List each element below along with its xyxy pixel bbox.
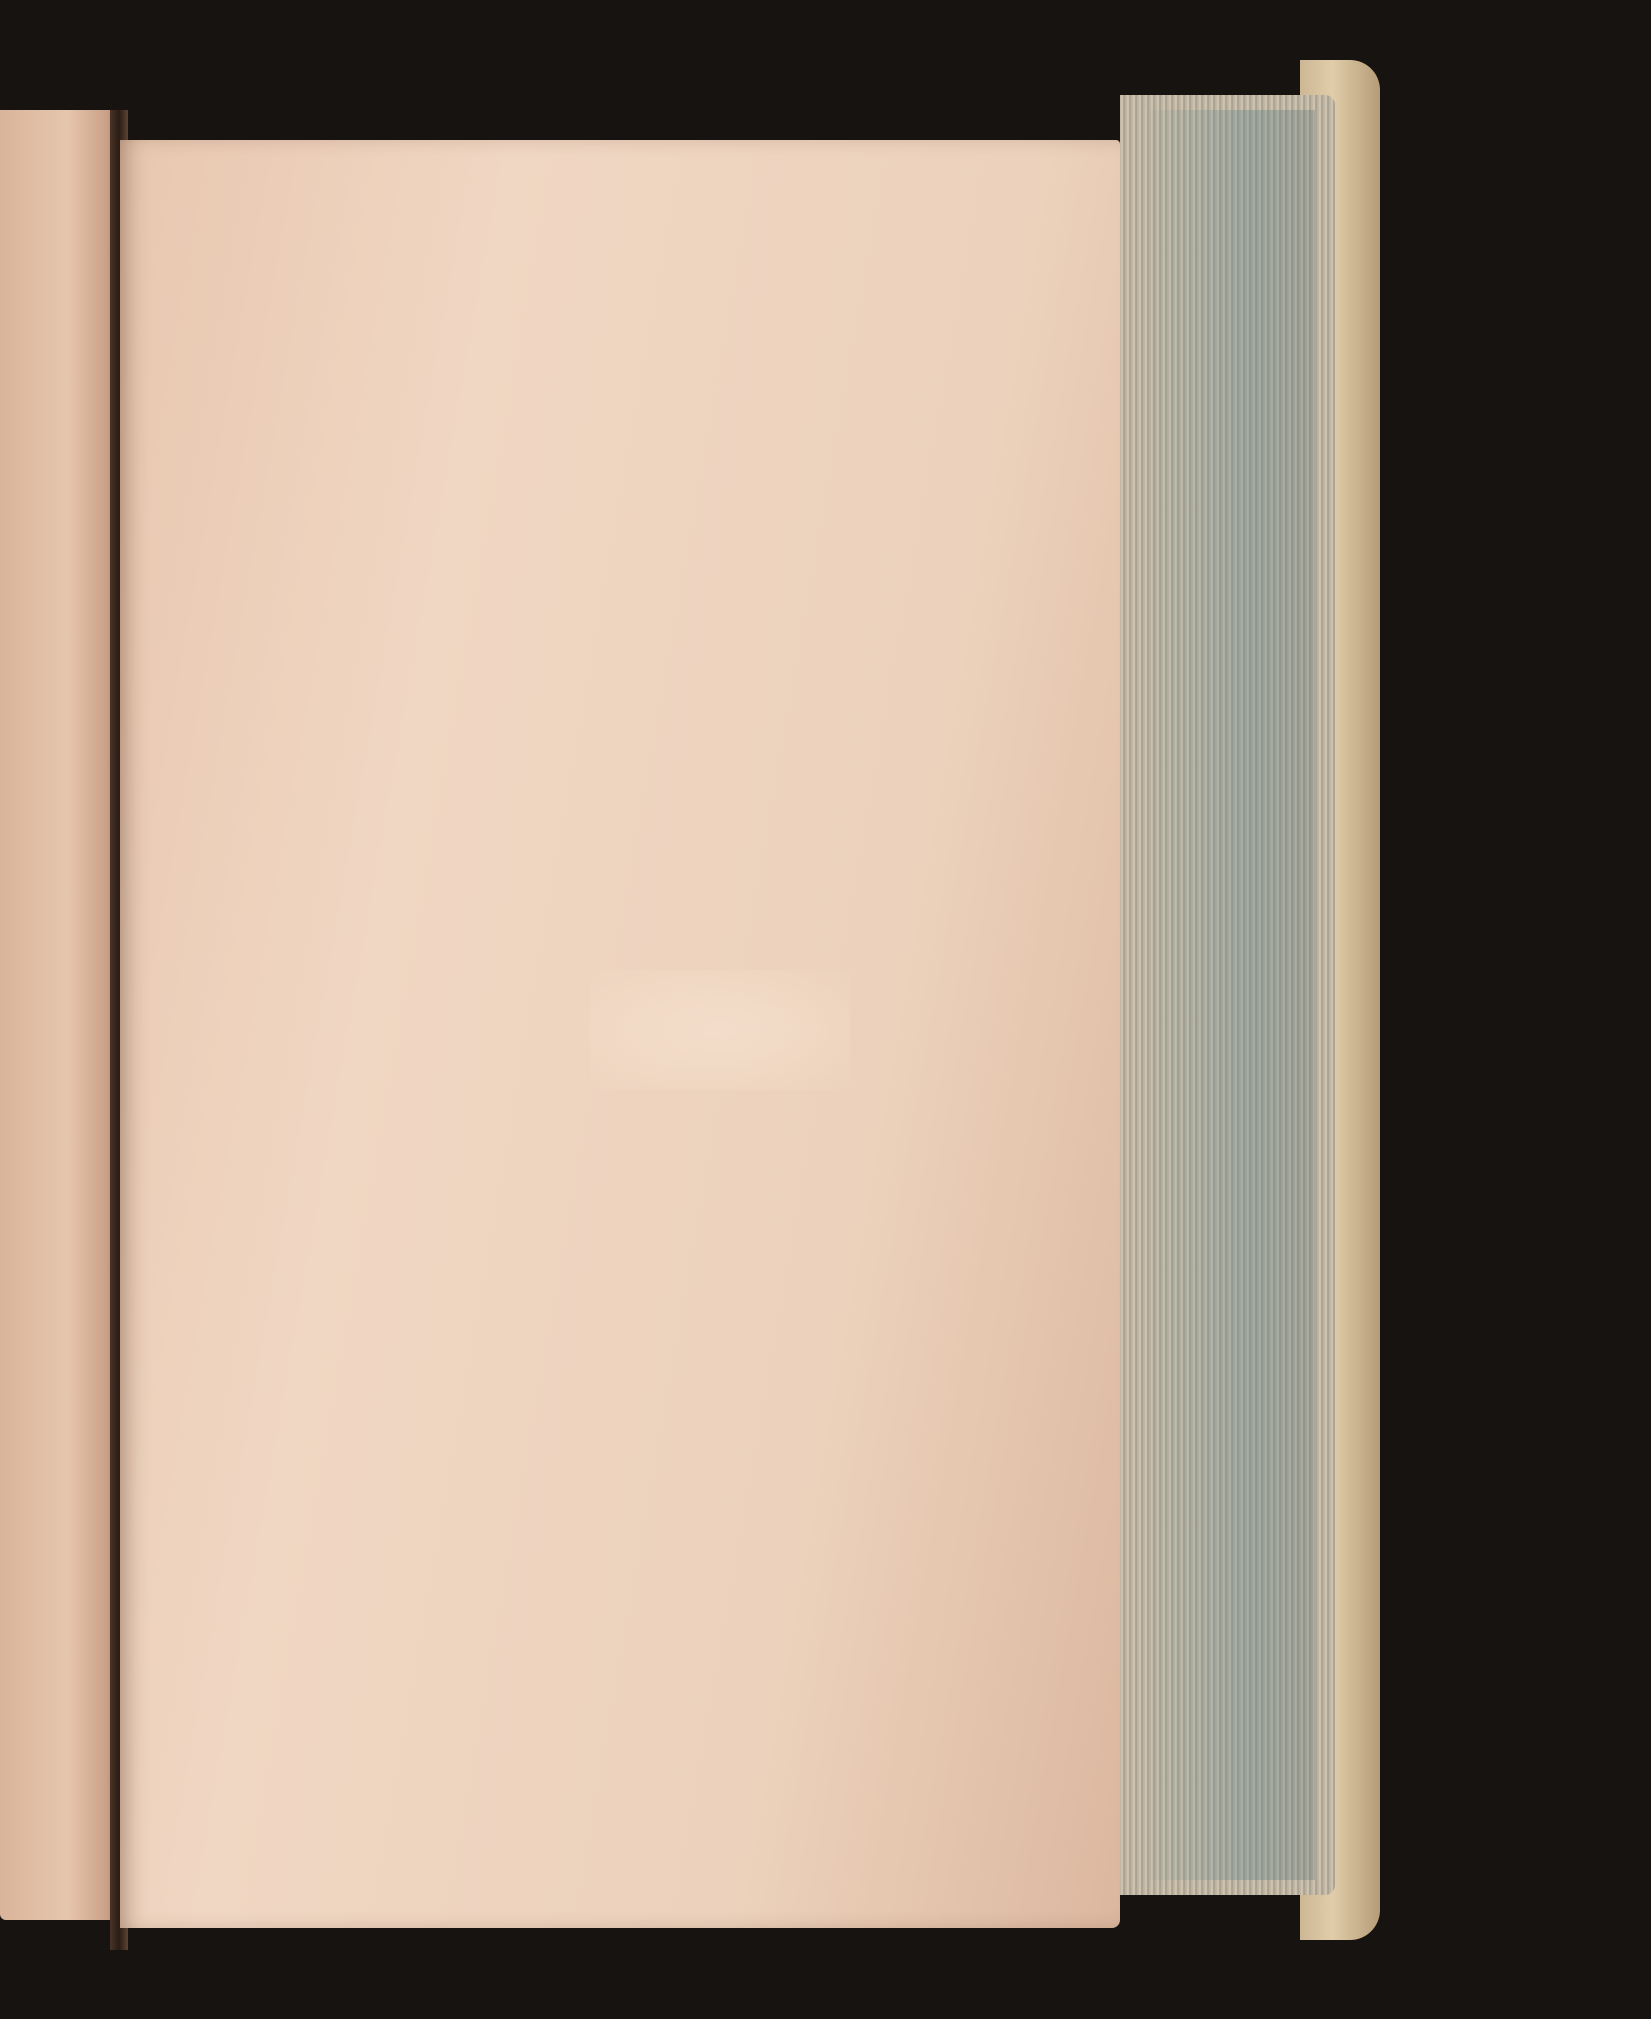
prophetiae-paragraph (184, 1608, 1014, 1627)
figura-line (154, 1046, 984, 1063)
prophetiae-line (184, 1608, 1014, 1627)
top-italic-text (178, 268, 998, 279)
prophetiae-italic-lines (184, 1608, 1014, 1627)
figura-paragraph (154, 1040, 984, 1057)
page-edge-tint (1150, 110, 1315, 1880)
right-page (120, 140, 1120, 1928)
page-header (305, 200, 1025, 260)
figura-italic-lines (151, 1190, 981, 1207)
paper-light-smudge (590, 970, 850, 1090)
left-page (0, 110, 122, 1920)
figura-line (154, 1046, 984, 1063)
figura-line (154, 1046, 984, 1063)
